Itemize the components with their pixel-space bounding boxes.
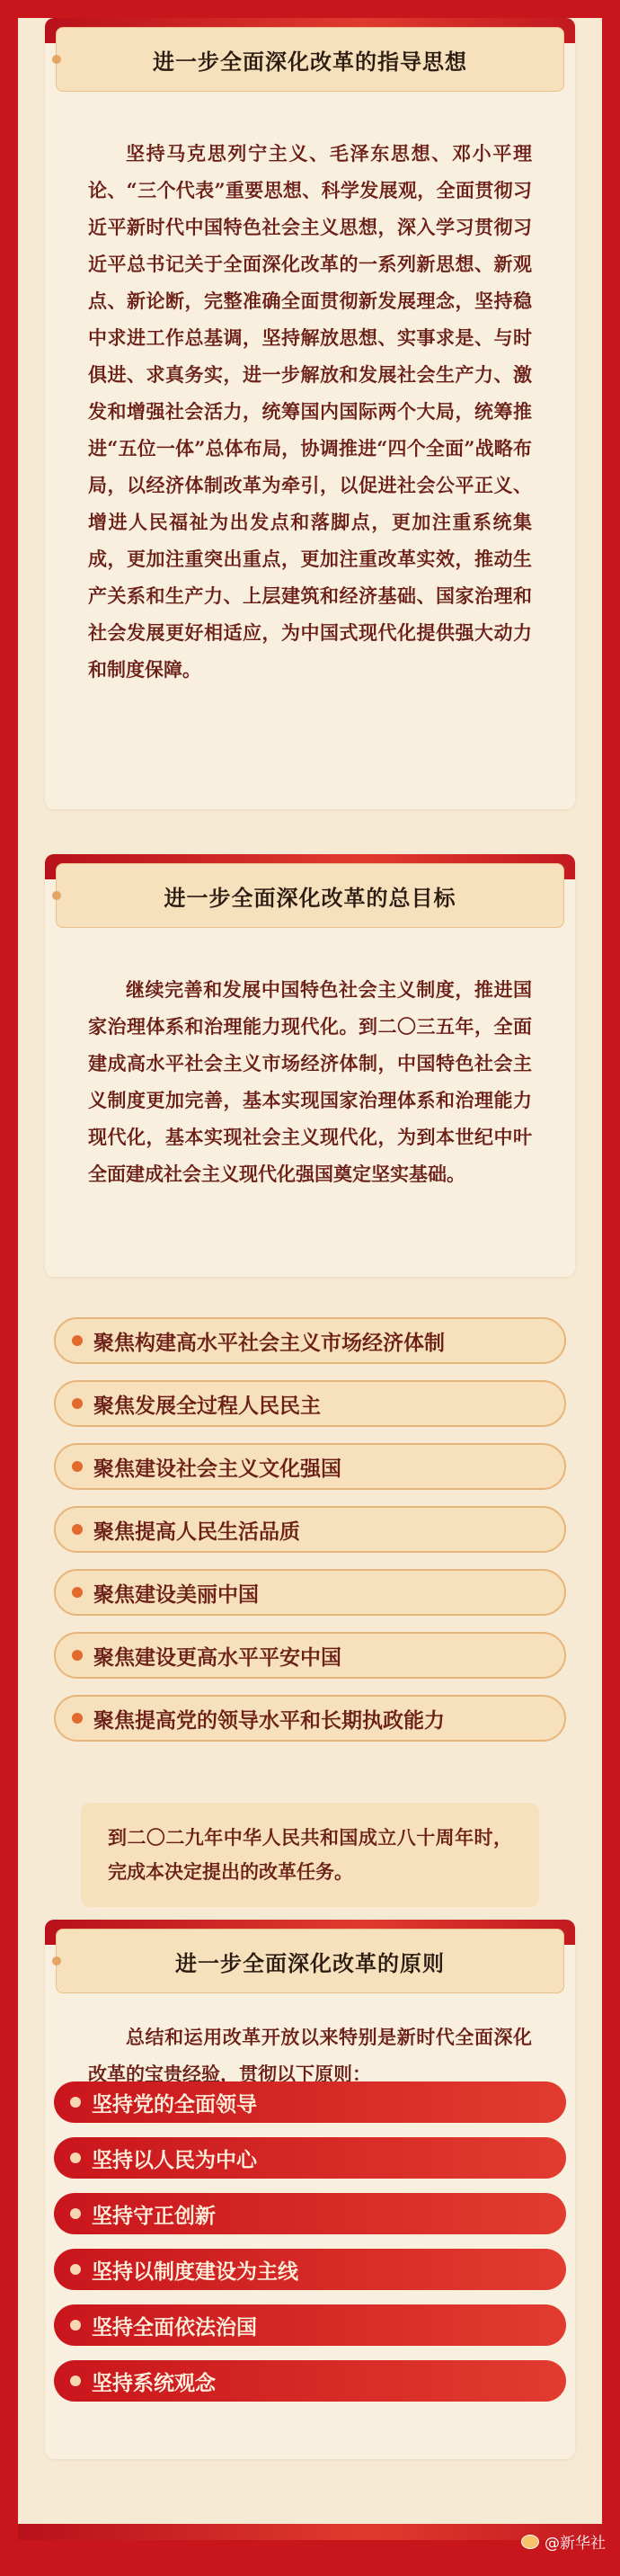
- focus-item: [54, 1380, 566, 1427]
- principle-item: [54, 2193, 566, 2234]
- principle-label: 坚持系统观念: [92, 2367, 216, 2396]
- bottom-ribbon: [18, 2524, 602, 2540]
- decorative-dot: [52, 1957, 61, 1965]
- section-header: [56, 863, 564, 928]
- principles-list: [54, 2081, 566, 2459]
- principle-item: [54, 2137, 566, 2179]
- section-paragraph: 坚持马克思列宁主义、毛泽东思想、邓小平理论、“三个代表”重要思想、科学发展观，全面贯彻习近平新时代中国特色社会主义思想，深入学习贯彻习近平总书记关于全面深化改革的一系列新思想、新观点、新论断，完整准确全面贯彻新发展理念，坚持稳中求进工作总基调，坚持解放思想、实事求是、与时俱进、求真务实，进一步解放和发展社会生产力、激发和增强社会活力，统筹国内国际两个大局，统筹推进“五位一体”总体布局，协调推进“四个全面”战略布局，以经济体制改革为牵引，以促进社会公平正义、增进人民福祉为出发点和落脚点，更加注重系统集成，更加注重突出重点，更加注重改革实效，推动生产关系和生产力、上层建筑和经济基础、国家治理和社会发展更好相适应，为中国式现代化提供强大动力和制度保障。: [88, 135, 532, 688]
- principle-label: 坚持以人民为中心: [92, 2144, 257, 2173]
- focus-item-label: 聚焦提高党的领导水平和长期执政能力: [93, 1704, 445, 1734]
- focus-item: [54, 1632, 566, 1679]
- focus-item: [54, 1317, 566, 1364]
- focus-item: [54, 1506, 566, 1553]
- weibo-icon: [521, 2535, 539, 2549]
- source-watermark: [521, 2530, 606, 2553]
- section-guiding-thought-card: [45, 18, 575, 809]
- focus-item-label: 聚焦发展全过程人民民主: [93, 1389, 321, 1419]
- section-header: [56, 1929, 564, 1993]
- bullet-icon: [70, 2375, 81, 2386]
- focus-item: [54, 1695, 566, 1742]
- infographic-page: [18, 18, 602, 2540]
- bullet-icon: [72, 1524, 83, 1535]
- principle-label: 坚持以制度建设为主线: [92, 2255, 298, 2285]
- watermark-text: @新华社: [545, 2530, 606, 2553]
- bullet-icon: [72, 1713, 83, 1724]
- section-paragraph: 继续完善和发展中国特色社会主义制度，推进国家治理体系和治理能力现代化。到二〇三五年，全面建成高水平社会主义市场经济体制，中国特色社会主义制度更加完善，基本实现国家治理体系和治理能力现代化，基本实现社会主义现代化，为到本世纪中叶全面建成社会主义现代化强国奠定坚实基础。: [88, 971, 532, 1192]
- bullet-icon: [72, 1461, 83, 1472]
- decorative-dot: [52, 891, 61, 900]
- principle-item: [54, 2081, 566, 2123]
- bullet-icon: [72, 1587, 83, 1598]
- focus-list: [54, 1317, 566, 1821]
- section-title: 进一步全面深化改革的总目标: [164, 880, 456, 912]
- bullet-icon: [72, 1335, 83, 1346]
- focus-item-label: 聚焦建设更高水平平安中国: [93, 1641, 341, 1671]
- bullet-icon: [72, 1398, 83, 1409]
- principle-item: [54, 2249, 566, 2290]
- principle-item: [54, 2360, 566, 2402]
- section-header: [56, 27, 564, 92]
- bullet-icon: [70, 2320, 81, 2331]
- bullet-icon: [70, 2097, 81, 2108]
- bullet-icon: [72, 1650, 83, 1661]
- section-paragraph: 总结和运用改革开放以来特别是新时代全面深化改革的宝贵经验，贯彻以下原则：: [88, 2019, 532, 2092]
- focus-item-label: 聚焦构建高水平社会主义市场经济体制: [93, 1326, 445, 1356]
- focus-item: [54, 1443, 566, 1490]
- bullet-icon: [70, 2264, 81, 2275]
- section-overall-goal-card: [45, 854, 575, 1277]
- focus-item-label: 聚焦提高人民生活品质: [93, 1515, 300, 1545]
- bullet-icon: [70, 2153, 81, 2163]
- focus-item-label: 聚焦建设美丽中国: [93, 1578, 259, 1608]
- principle-label: 坚持守正创新: [92, 2199, 216, 2229]
- principle-item: [54, 2304, 566, 2346]
- focus-item-label: 聚焦建设社会主义文化强国: [93, 1452, 341, 1482]
- section-title: 进一步全面深化改革的指导思想: [153, 44, 467, 76]
- principle-label: 坚持全面依法治国: [92, 2311, 257, 2340]
- focus-item: [54, 1569, 566, 1616]
- bullet-icon: [70, 2208, 81, 2219]
- goal-note: 到二〇二九年中华人民共和国成立八十周年时，完成本决定提出的改革任务。: [81, 1803, 539, 1907]
- principle-label: 坚持党的全面领导: [92, 2088, 257, 2117]
- section-title: 进一步全面深化改革的原则: [175, 1946, 445, 1977]
- decorative-dot: [52, 55, 61, 64]
